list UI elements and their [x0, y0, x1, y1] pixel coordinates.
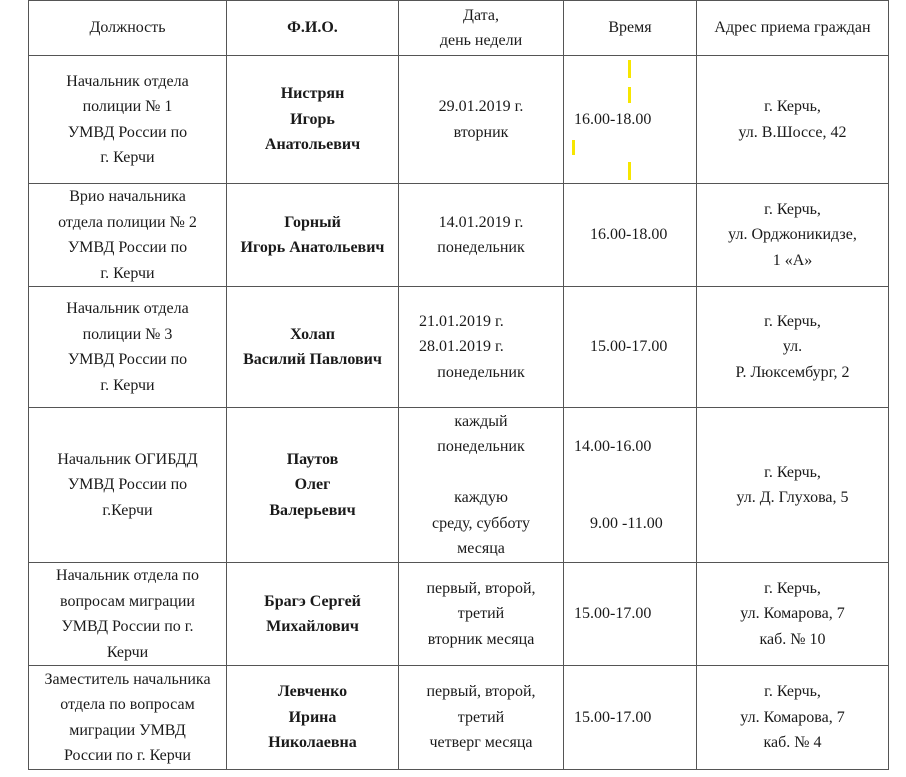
table-header-row	[29, 1, 889, 56]
position-line: полиции № 1	[82, 98, 173, 115]
address-line: ул. Орджоникидзе,	[728, 226, 857, 244]
date-line: каждый	[454, 412, 508, 430]
date-line: 28.01.2019 г.	[419, 338, 504, 356]
fio-line: Игорь Анатольевич	[240, 239, 385, 256]
fio-line: Анатольевич	[264, 136, 361, 154]
fio-line: Левченко	[277, 683, 348, 701]
position-line: полиции № 3	[82, 325, 173, 343]
spacer	[403, 460, 559, 486]
highlight-mark	[628, 60, 631, 78]
position-line: УМВД России по	[67, 239, 188, 256]
address-line: 1 «А»	[772, 251, 813, 269]
address-cell	[697, 408, 889, 563]
position-line: отдела по вопросам	[60, 696, 195, 713]
fio-line: Ирина	[288, 708, 337, 726]
address-line: Р. Люксембург, 2	[735, 363, 850, 381]
table-row	[29, 184, 889, 287]
position-cell	[29, 408, 227, 563]
table-row	[29, 56, 889, 184]
spacer	[568, 485, 692, 511]
table-row	[29, 666, 889, 770]
fio-cell	[227, 408, 399, 563]
position-line: г. Керчи	[100, 149, 155, 166]
date-cell	[399, 563, 564, 666]
position-line: миграции УМВД	[69, 721, 186, 739]
address-line: ул. В.Шоссе, 42	[738, 123, 847, 141]
table-row	[29, 563, 889, 666]
address-cell	[697, 563, 889, 666]
position-line: Начальник отдела	[66, 300, 189, 317]
address-line: г. Керчь,	[764, 579, 821, 597]
highlight-mark	[628, 87, 631, 103]
fio-line: Паутов	[286, 450, 339, 468]
address-line: г. Керчь,	[764, 98, 821, 115]
position-line: Начальник отдела по	[56, 567, 199, 584]
position-line: УМВД России по	[67, 123, 188, 141]
address-line: ул. Д. Глухова, 5	[736, 489, 849, 506]
time-line: 14.00-16.00	[574, 438, 652, 455]
position-line: г. Керчи	[100, 376, 155, 394]
fio-line: Олег	[294, 476, 331, 494]
date-line: первый, второй,	[426, 683, 536, 701]
position-line: Заместитель начальника	[44, 670, 211, 688]
fio-cell	[227, 563, 399, 666]
position-line: вопросам миграции	[60, 592, 195, 610]
header-date-line-2: день недели	[439, 32, 523, 49]
spacer	[568, 460, 692, 486]
date-line: третий	[457, 708, 505, 726]
date-line: 21.01.2019 г.	[419, 312, 504, 330]
time-cell	[564, 666, 697, 770]
date-line: каждую	[454, 489, 508, 506]
position-line: УМВД России по	[67, 476, 188, 494]
header-date	[399, 1, 564, 56]
position-line: отдела полиции № 2	[58, 213, 197, 231]
position-cell	[29, 56, 227, 184]
address-line: каб. № 4	[763, 734, 822, 752]
time-line: 15.00-17.00	[574, 605, 652, 623]
time-cell	[564, 287, 697, 408]
address-line: ул. Комарова, 7	[740, 708, 845, 726]
date-line: понедельник	[437, 438, 525, 455]
time-line: 15.00-17.00	[574, 708, 652, 726]
address-line: каб. № 10	[759, 630, 826, 648]
position-cell	[29, 184, 227, 287]
fio-cell	[227, 287, 399, 408]
position-line: Врио начальника	[69, 188, 186, 205]
fio-line: Василий Павлович	[243, 351, 382, 368]
fio-cell	[227, 666, 399, 770]
table-row	[29, 287, 889, 408]
date-line: первый, второй,	[426, 579, 536, 597]
highlight-mark	[572, 140, 575, 155]
time-cell	[564, 56, 697, 184]
position-cell	[29, 666, 227, 770]
date-line: третий	[457, 605, 505, 623]
position-cell	[29, 563, 227, 666]
address-line: ул. Комарова, 7	[740, 605, 845, 623]
time-cell	[564, 184, 697, 287]
date-line: четверг месяца	[429, 734, 533, 752]
address-line: г. Керчь,	[764, 312, 821, 330]
header-date-line-1: Дата,	[463, 6, 499, 24]
fio-line: Валерьевич	[269, 501, 356, 519]
date-line: понедельник	[437, 363, 525, 381]
date-cell	[399, 184, 564, 287]
time-line: 16.00-18.00	[574, 110, 652, 128]
header-time: Время	[564, 1, 697, 56]
date-cell	[399, 408, 564, 563]
date-cell	[399, 287, 564, 408]
position-line: г. Керчи	[100, 264, 155, 282]
header-position: Должность	[29, 1, 227, 56]
date-line: вторник месяца	[427, 630, 535, 648]
address-line: г. Керчь,	[764, 683, 821, 701]
fio-line: Игорь	[290, 110, 335, 128]
date-line: месяца	[457, 540, 505, 557]
fio-line: Михайлович	[266, 618, 359, 635]
position-line: Керчи	[106, 643, 149, 661]
time-line: 9.00 -11.00	[590, 514, 663, 532]
date-cell	[399, 56, 564, 184]
address-cell	[697, 287, 889, 408]
date-line: 14.01.2019 г.	[438, 213, 524, 231]
position-line: г.Керчи	[102, 501, 153, 519]
fio-line: Николаевна	[268, 734, 357, 752]
header-address: Адрес приема граждан	[697, 1, 889, 56]
fio-line: Горный	[284, 213, 341, 231]
position-line: России по г. Керчи	[64, 747, 191, 764]
date-line: понедельник	[437, 239, 525, 256]
date-line: среду, субботу	[431, 514, 531, 532]
address-line: г. Керчь,	[764, 200, 821, 218]
highlight-mark	[628, 162, 631, 180]
time-line: 15.00-17.00	[590, 338, 668, 356]
date-line: 29.01.2019 г.	[438, 98, 524, 115]
time-cell	[564, 408, 697, 563]
header-fio: Ф.И.О.	[227, 1, 399, 56]
position-line: Начальник ОГИБДД	[57, 450, 198, 468]
reception-schedule-table	[28, 0, 889, 770]
address-line: ул.	[782, 338, 803, 356]
address-line: г. Керчь,	[764, 463, 821, 481]
table-row	[29, 408, 889, 563]
date-line: вторник	[453, 123, 509, 141]
fio-line: Брагэ Сергей	[264, 592, 361, 610]
address-cell	[697, 56, 889, 184]
date-cell	[399, 666, 564, 770]
fio-line: Нистрян	[280, 85, 345, 103]
address-cell	[697, 666, 889, 770]
time-cell	[564, 563, 697, 666]
fio-cell	[227, 56, 399, 184]
position-line: Начальник отдела	[66, 72, 189, 90]
position-line: УМВД России по г.	[61, 618, 194, 635]
fio-line: Холап	[290, 325, 335, 343]
position-line: УМВД России по	[67, 351, 188, 368]
position-cell	[29, 287, 227, 408]
fio-cell	[227, 184, 399, 287]
address-cell	[697, 184, 889, 287]
time-line: 16.00-18.00	[590, 226, 668, 244]
